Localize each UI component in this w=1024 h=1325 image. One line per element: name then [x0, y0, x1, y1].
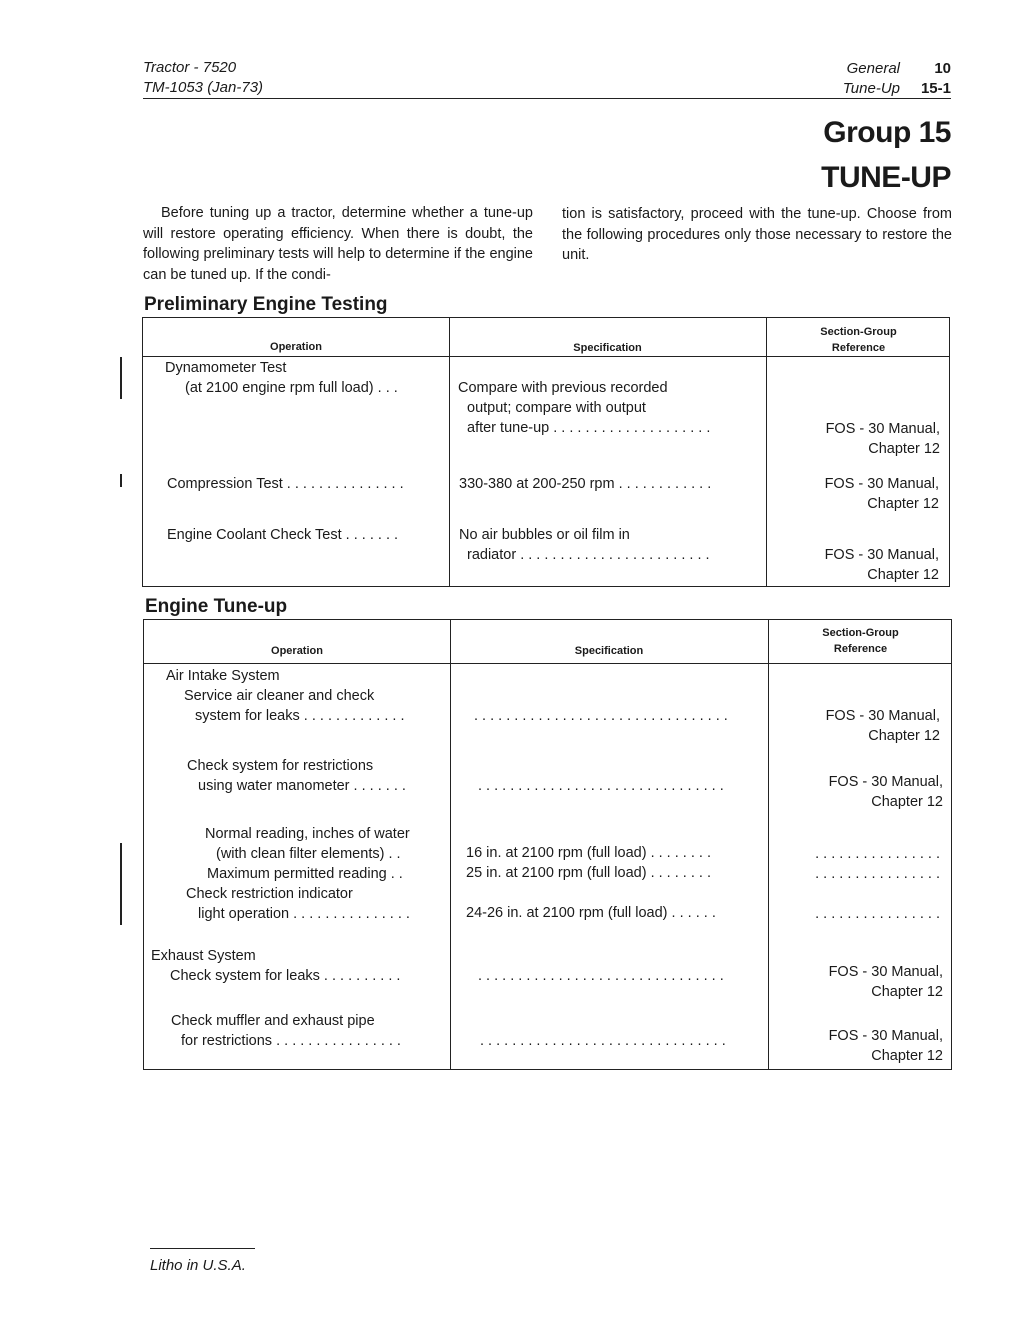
operation-cell: Check muffler and exhaust pipe — [171, 1013, 375, 1029]
operation-cell: using water manometer . . . . . . . — [198, 778, 406, 794]
operation-cell: for restrictions . . . . . . . . . . . . . . . . — [181, 1033, 401, 1049]
specification-cell: after tune-up . . . . . . . . . . . . . . . . . . . . — [467, 420, 711, 436]
specification-cell: 16 in. at 2100 rpm (full load) . . . . . . . . — [466, 845, 711, 861]
reference-cell: Chapter 12 — [871, 984, 943, 1000]
operation-cell: Compression Test . . . . . . . . . . . . . . . — [167, 476, 404, 492]
operation-cell: Normal reading, inches of water — [205, 826, 410, 842]
header-manual-number: TM-1053 (Jan-73) — [143, 79, 264, 96]
preliminary-table — [142, 317, 950, 587]
specification-cell: . . . . . . . . . . . . . . . . . . . . . . . . . . . . . . . — [480, 1033, 726, 1049]
operation-cell: Exhaust System — [151, 948, 256, 964]
revision-bar — [120, 843, 122, 925]
reference-cell: . . . . . . . . . . . . . . . . — [815, 906, 940, 922]
column-divider — [768, 620, 769, 1069]
specification-cell: . . . . . . . . . . . . . . . . . . . . . . . . . . . . . . . — [478, 778, 724, 794]
reference-cell: FOS - 30 Manual, — [825, 708, 940, 724]
specification-cell: output; compare with output — [467, 400, 646, 416]
section-heading-preliminary: Preliminary Engine Testing — [144, 294, 388, 315]
header-group: Tune-Up — [842, 80, 900, 97]
reference-cell: Chapter 12 — [871, 1048, 943, 1064]
specification-cell: No air bubbles or oil film in — [459, 527, 630, 543]
operation-cell: Check system for leaks . . . . . . . . . . — [170, 968, 401, 984]
reference-cell: . . . . . . . . . . . . . . . . — [815, 866, 940, 882]
intro-left-column: Before tuning up a tractor, determine whether a tune-up will restore operating efficiency. When there is doubt, the following preliminary tests will help to determine if the engine can be tuned up. If the condi- — [143, 205, 533, 283]
reference-cell: Chapter 12 — [868, 441, 940, 457]
reference-cell: . . . . . . . . . . . . . . . . — [815, 846, 940, 862]
column-header-reference: Section-Group Reference — [822, 627, 899, 655]
reference-cell: FOS - 30 Manual, — [824, 547, 939, 563]
footer-print-note: Litho in U.S.A. — [150, 1257, 246, 1274]
intro-right-column: tion is satisfactory, proceed with the tune-up. Choose from the following procedures only those necessary to restore the unit. — [562, 206, 952, 263]
column-divider — [766, 318, 767, 586]
reference-cell: FOS - 30 Manual, — [825, 421, 940, 437]
reference-cell: FOS - 30 Manual, — [824, 476, 939, 492]
column-divider — [449, 318, 450, 586]
reference-cell: Chapter 12 — [867, 496, 939, 512]
header-section-number: 10 — [934, 60, 951, 77]
column-header-reference: Section-Group Reference — [820, 326, 897, 354]
reference-cell: FOS - 30 Manual, — [828, 1028, 943, 1044]
column-divider — [450, 620, 451, 1069]
operation-cell: light operation . . . . . . . . . . . . . . . — [198, 906, 410, 922]
operation-cell: Air Intake System — [166, 668, 280, 684]
reference-cell: Chapter 12 — [868, 728, 940, 744]
specification-cell: radiator . . . . . . . . . . . . . . . . . . . . . . . . — [467, 547, 710, 563]
page-title: TUNE-UP — [821, 161, 951, 194]
specification-cell: 24-26 in. at 2100 rpm (full load) . . . . . . — [466, 905, 716, 921]
specification-cell: Compare with previous recorded — [458, 380, 668, 396]
footer-rule — [150, 1248, 255, 1249]
operation-cell: Service air cleaner and check — [184, 688, 375, 704]
operation-cell: Engine Coolant Check Test . . . . . . . — [167, 527, 399, 543]
tuneup-table — [143, 619, 952, 1070]
section-heading-tuneup: Engine Tune-up — [145, 596, 288, 617]
reference-cell: Chapter 12 — [867, 567, 939, 583]
specification-cell: . . . . . . . . . . . . . . . . . . . . . . . . . . . . . . . . — [474, 708, 728, 724]
revision-bar — [120, 474, 122, 487]
header-section: General — [846, 60, 900, 77]
operation-cell: Maximum permitted reading . . — [207, 866, 403, 882]
operation-cell: Check restriction indicator — [186, 886, 353, 902]
header-model: Tractor - 7520 — [143, 59, 237, 76]
operation-cell: Dynamometer Test — [165, 360, 287, 376]
specification-cell: 25 in. at 2100 rpm (full load) . . . . . . . . — [466, 865, 711, 881]
revision-bar — [120, 357, 122, 399]
header-group-number: 15-1 — [920, 80, 951, 97]
column-header-specification: Specification — [573, 342, 642, 354]
column-header-operation: Operation — [271, 645, 323, 657]
specification-cell: . . . . . . . . . . . . . . . . . . . . . . . . . . . . . . . — [478, 968, 724, 984]
header-rule — [143, 98, 951, 99]
column-header-operation: Operation — [270, 341, 322, 353]
operation-cell: Check system for restrictions — [187, 758, 374, 774]
column-header-specification: Specification — [574, 645, 644, 657]
reference-cell: Chapter 12 — [871, 794, 943, 810]
reference-cell: FOS - 30 Manual, — [828, 774, 943, 790]
specification-cell: 330-380 at 200-250 rpm . . . . . . . . . . . . — [459, 476, 712, 492]
reference-cell: FOS - 30 Manual, — [828, 964, 943, 980]
group-title: Group 15 — [823, 116, 951, 149]
operation-cell: (with clean filter elements) . . — [216, 846, 401, 862]
header-divider — [144, 663, 951, 664]
operation-cell: system for leaks . . . . . . . . . . . . . — [195, 708, 405, 724]
header-divider — [143, 356, 949, 357]
operation-cell: (at 2100 engine rpm full load) . . . — [185, 380, 398, 396]
